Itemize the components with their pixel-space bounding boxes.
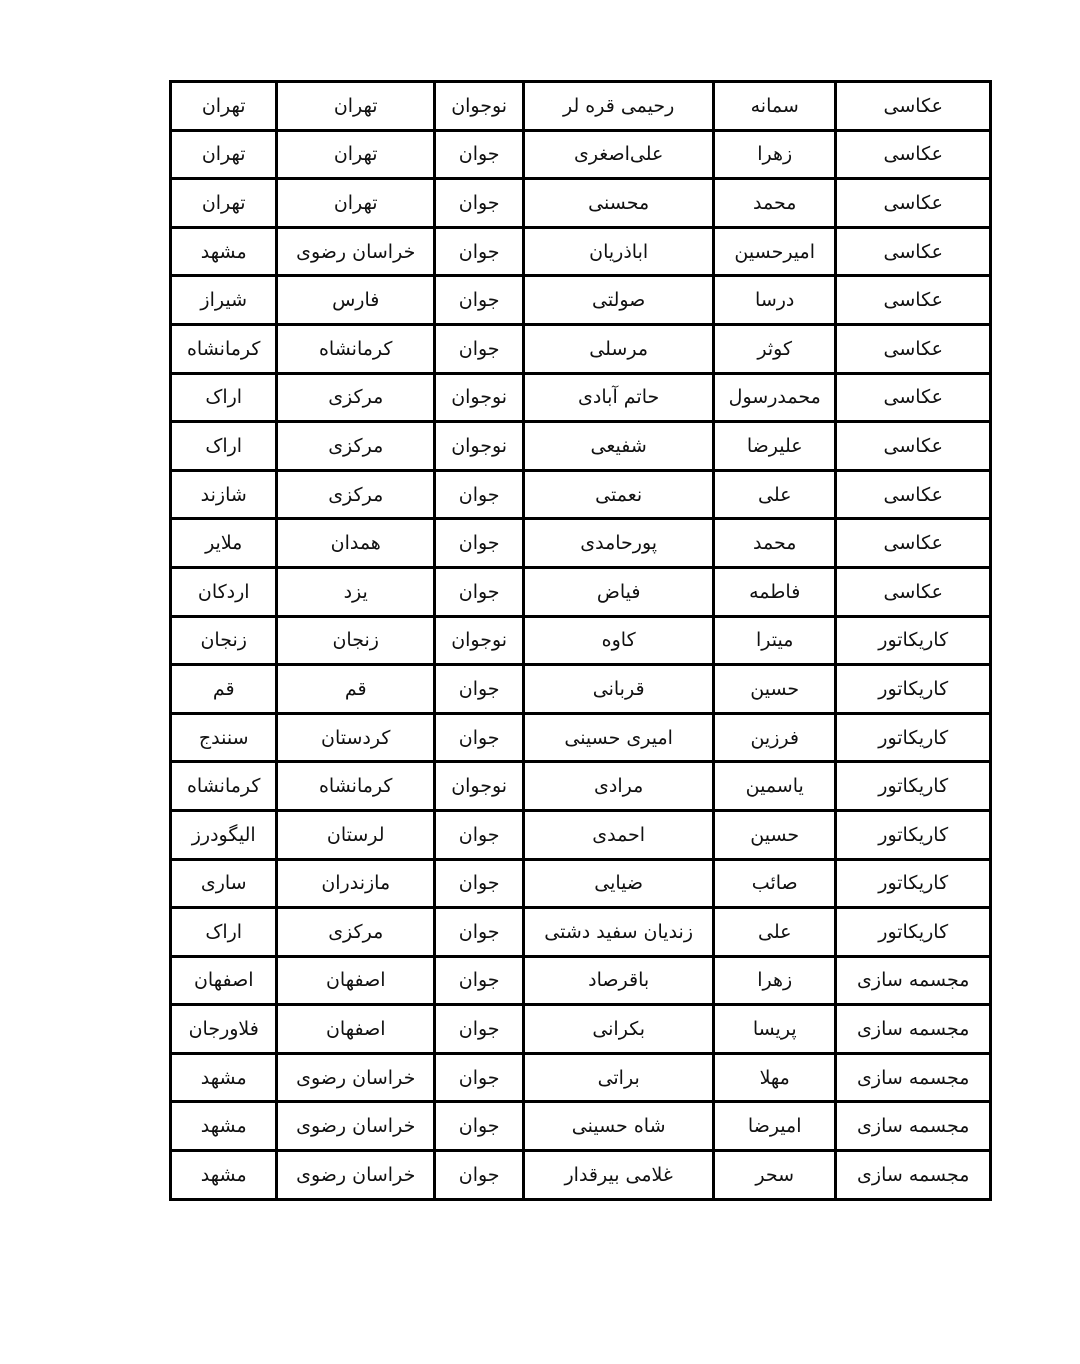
city-cell: مشهد xyxy=(171,1151,277,1200)
city-cell: اراک xyxy=(171,373,277,422)
first-name-cell: حسین xyxy=(714,665,836,714)
field-cell: عکاسی xyxy=(836,130,991,179)
table-row xyxy=(171,1005,991,1054)
field-cell: عکاسی xyxy=(836,422,991,471)
field-cell: عکاسی xyxy=(836,519,991,568)
table-row xyxy=(171,179,991,228)
province-cell: مرکزی xyxy=(277,470,435,519)
first-name-cell: امیرحسین xyxy=(714,227,836,276)
city-cell: کرمانشاه xyxy=(171,762,277,811)
table-row xyxy=(171,1053,991,1102)
field-cell: کاریکاتور xyxy=(836,908,991,957)
age-group-cell: جوان xyxy=(435,1102,524,1151)
first-name-cell: میترا xyxy=(714,616,836,665)
city-cell: مشهد xyxy=(171,1102,277,1151)
field-cell: مجسمه سازی xyxy=(836,1102,991,1151)
province-cell: کرمانشاه xyxy=(277,324,435,373)
city-cell: زنجان xyxy=(171,616,277,665)
last-name-cell: نعمتی xyxy=(524,470,714,519)
province-cell: همدان xyxy=(277,519,435,568)
table-row xyxy=(171,1102,991,1151)
table-row xyxy=(171,82,991,131)
last-name-cell: محسنی xyxy=(524,179,714,228)
table-row xyxy=(171,616,991,665)
table-row xyxy=(171,422,991,471)
last-name-cell: زندیان سفید دشتی xyxy=(524,908,714,957)
table-row xyxy=(171,227,991,276)
table-row xyxy=(171,276,991,325)
table-row xyxy=(171,373,991,422)
participants-table xyxy=(169,80,992,1201)
first-name-cell: سمانه xyxy=(714,82,836,131)
city-cell: سنندج xyxy=(171,713,277,762)
first-name-cell: حسین xyxy=(714,810,836,859)
first-name-cell: علی xyxy=(714,470,836,519)
last-name-cell: غلامی بیرقدار xyxy=(524,1151,714,1200)
province-cell: کرمانشاه xyxy=(277,762,435,811)
age-group-cell: جوان xyxy=(435,567,524,616)
city-cell: اراک xyxy=(171,422,277,471)
last-name-cell: صولتی xyxy=(524,276,714,325)
first-name-cell: محمد xyxy=(714,179,836,228)
table-row xyxy=(171,665,991,714)
province-cell: خراسان رضوی xyxy=(277,1053,435,1102)
province-cell: خراسان رضوی xyxy=(277,1151,435,1200)
first-name-cell: سحر xyxy=(714,1151,836,1200)
last-name-cell: امیری حسینی xyxy=(524,713,714,762)
province-cell: اصفهان xyxy=(277,1005,435,1054)
province-cell: مازندران xyxy=(277,859,435,908)
last-name-cell: حاتم آبادی xyxy=(524,373,714,422)
city-cell: اردکان xyxy=(171,567,277,616)
province-cell: تهران xyxy=(277,130,435,179)
city-cell: فلاورجان xyxy=(171,1005,277,1054)
age-group-cell: جوان xyxy=(435,1005,524,1054)
first-name-cell: علی xyxy=(714,908,836,957)
field-cell: عکاسی xyxy=(836,227,991,276)
first-name-cell: یاسمین xyxy=(714,762,836,811)
last-name-cell: باقرصاد xyxy=(524,956,714,1005)
field-cell: کاریکاتور xyxy=(836,665,991,714)
city-cell: تهران xyxy=(171,130,277,179)
table-row xyxy=(171,810,991,859)
last-name-cell: شفیعی xyxy=(524,422,714,471)
field-cell: عکاسی xyxy=(836,82,991,131)
field-cell: مجسمه سازی xyxy=(836,1151,991,1200)
table-row xyxy=(171,324,991,373)
field-cell: کاریکاتور xyxy=(836,616,991,665)
province-cell: زنجان xyxy=(277,616,435,665)
city-cell: شازند xyxy=(171,470,277,519)
last-name-cell: کاوه xyxy=(524,616,714,665)
first-name-cell: فاطمه xyxy=(714,567,836,616)
province-cell: یزد xyxy=(277,567,435,616)
age-group-cell: نوجوان xyxy=(435,373,524,422)
table-row xyxy=(171,859,991,908)
field-cell: کاریکاتور xyxy=(836,762,991,811)
field-cell: عکاسی xyxy=(836,179,991,228)
city-cell: اراک xyxy=(171,908,277,957)
field-cell: عکاسی xyxy=(836,324,991,373)
city-cell: مشهد xyxy=(171,227,277,276)
first-name-cell: امیرضا xyxy=(714,1102,836,1151)
city-cell: کرمانشاه xyxy=(171,324,277,373)
age-group-cell: جوان xyxy=(435,130,524,179)
age-group-cell: جوان xyxy=(435,665,524,714)
city-cell: قم xyxy=(171,665,277,714)
age-group-cell: جوان xyxy=(435,859,524,908)
first-name-cell: زهرا xyxy=(714,130,836,179)
first-name-cell: صائب xyxy=(714,859,836,908)
first-name-cell: پریسا xyxy=(714,1005,836,1054)
last-name-cell: براتی xyxy=(524,1053,714,1102)
field-cell: مجسمه سازی xyxy=(836,956,991,1005)
province-cell: مرکزی xyxy=(277,373,435,422)
field-cell: کاریکاتور xyxy=(836,810,991,859)
last-name-cell: ضیایی xyxy=(524,859,714,908)
province-cell: لرستان xyxy=(277,810,435,859)
city-cell: ملایر xyxy=(171,519,277,568)
city-cell: اصفهان xyxy=(171,956,277,1005)
field-cell: عکاسی xyxy=(836,470,991,519)
first-name-cell: محمدرسول xyxy=(714,373,836,422)
first-name-cell: محمد xyxy=(714,519,836,568)
age-group-cell: جوان xyxy=(435,810,524,859)
age-group-cell: نوجوان xyxy=(435,422,524,471)
participants-table-body xyxy=(171,82,991,1200)
table-row xyxy=(171,956,991,1005)
last-name-cell: پورحامدی xyxy=(524,519,714,568)
last-name-cell: بکرانی xyxy=(524,1005,714,1054)
city-cell: ساری xyxy=(171,859,277,908)
age-group-cell: جوان xyxy=(435,1053,524,1102)
table-row xyxy=(171,713,991,762)
last-name-cell: فیاض xyxy=(524,567,714,616)
age-group-cell: نوجوان xyxy=(435,82,524,131)
province-cell: فارس xyxy=(277,276,435,325)
city-cell: تهران xyxy=(171,179,277,228)
province-cell: تهران xyxy=(277,82,435,131)
last-name-cell: مرسلی xyxy=(524,324,714,373)
province-cell: کردستان xyxy=(277,713,435,762)
table-row xyxy=(171,908,991,957)
age-group-cell: جوان xyxy=(435,470,524,519)
province-cell: خراسان رضوی xyxy=(277,227,435,276)
province-cell: مرکزی xyxy=(277,422,435,471)
field-cell: کاریکاتور xyxy=(836,713,991,762)
last-name-cell: اباذریان xyxy=(524,227,714,276)
first-name-cell: علیرضا xyxy=(714,422,836,471)
table-row xyxy=(171,130,991,179)
age-group-cell: جوان xyxy=(435,956,524,1005)
city-cell: مشهد xyxy=(171,1053,277,1102)
province-cell: خراسان رضوی xyxy=(277,1102,435,1151)
city-cell: الیگودرز xyxy=(171,810,277,859)
province-cell: مرکزی xyxy=(277,908,435,957)
field-cell: عکاسی xyxy=(836,567,991,616)
province-cell: قم xyxy=(277,665,435,714)
age-group-cell: جوان xyxy=(435,908,524,957)
age-group-cell: جوان xyxy=(435,324,524,373)
age-group-cell: جوان xyxy=(435,276,524,325)
age-group-cell: جوان xyxy=(435,713,524,762)
first-name-cell: مهلا xyxy=(714,1053,836,1102)
province-cell: اصفهان xyxy=(277,956,435,1005)
table-row xyxy=(171,519,991,568)
first-name-cell: فرزین xyxy=(714,713,836,762)
table-row xyxy=(171,567,991,616)
city-cell: تهران xyxy=(171,82,277,131)
last-name-cell: رحیمی قره لر xyxy=(524,82,714,131)
last-name-cell: احمدی xyxy=(524,810,714,859)
field-cell: کاریکاتور xyxy=(836,859,991,908)
city-cell: شیراز xyxy=(171,276,277,325)
age-group-cell: جوان xyxy=(435,227,524,276)
age-group-cell: جوان xyxy=(435,179,524,228)
last-name-cell: قربانی xyxy=(524,665,714,714)
field-cell: مجسمه سازی xyxy=(836,1005,991,1054)
field-cell: عکاسی xyxy=(836,373,991,422)
age-group-cell: نوجوان xyxy=(435,616,524,665)
age-group-cell: جوان xyxy=(435,519,524,568)
last-name-cell: شاه حسینی xyxy=(524,1102,714,1151)
province-cell: تهران xyxy=(277,179,435,228)
first-name-cell: کوثر xyxy=(714,324,836,373)
last-name-cell: علی‌اصغری xyxy=(524,130,714,179)
field-cell: عکاسی xyxy=(836,276,991,325)
table-row xyxy=(171,470,991,519)
field-cell: مجسمه سازی xyxy=(836,1053,991,1102)
age-group-cell: نوجوان xyxy=(435,762,524,811)
last-name-cell: مرادی xyxy=(524,762,714,811)
first-name-cell: درسا xyxy=(714,276,836,325)
first-name-cell: زهرا xyxy=(714,956,836,1005)
age-group-cell: جوان xyxy=(435,1151,524,1200)
table-row xyxy=(171,762,991,811)
table-row xyxy=(171,1151,991,1200)
